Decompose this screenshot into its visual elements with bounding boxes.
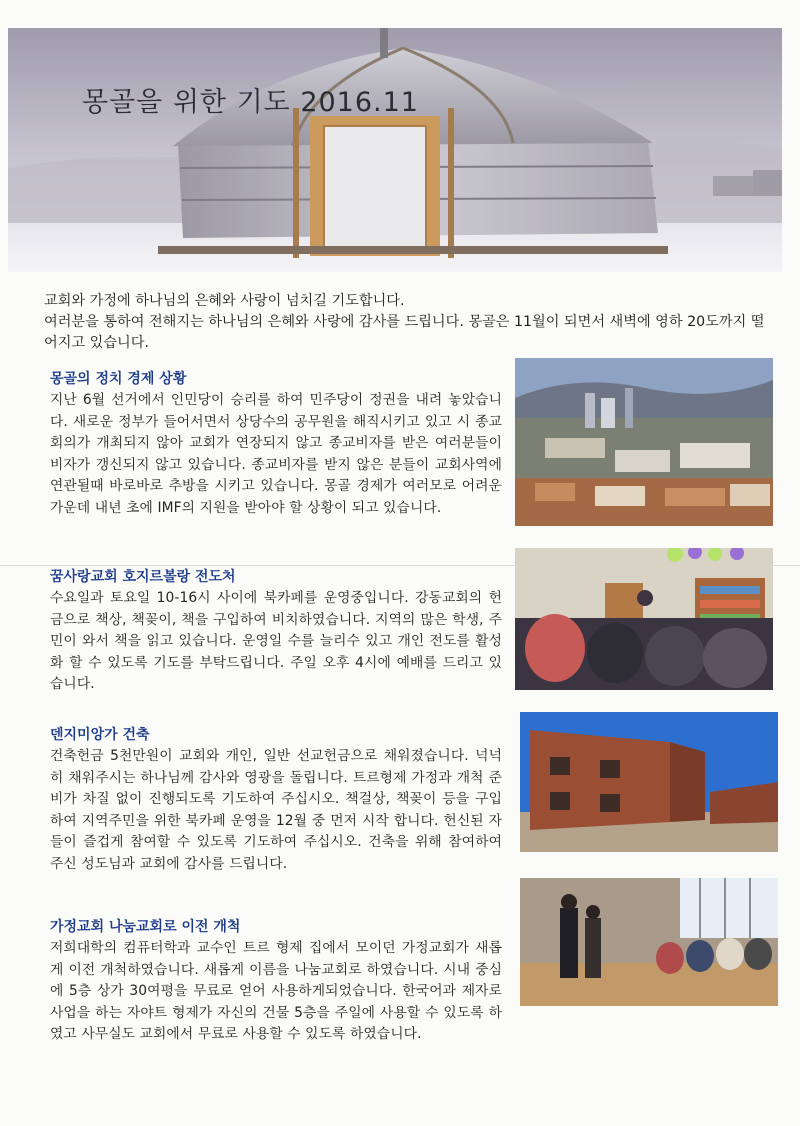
section-heading: 덴지미앙가 건축 — [50, 727, 150, 743]
section-heading: 꿈사랑교회 호지르볼랑 전도처 — [50, 569, 236, 585]
yurt-banner-image — [8, 28, 782, 272]
intro-line-1: 교회와 가정에 하나님의 은혜와 사랑이 넘치길 기도합니다. — [44, 293, 405, 309]
section-book-cafe — [50, 566, 502, 696]
section-heading: 가정교회 나눔교회로 이전 개척 — [50, 919, 241, 935]
section-body: 건축헌금 5천만원이 교회와 개인, 일반 선교헌금으로 채워졌습니다. 넉넉히 채워주시는 하나님께 감사와 영광을 돌립니다. 트르형제 가정과 개척 준비가 차질 없이 진행되도록 기도하여 주십시오. 책걸상, 책꽂이 등을 구입하여 지역주민을 위한 북카페 운영을 12월 중 먼저 시작 합니다. 헌신된 자들이 즐겁게 참여할 수 있도록 기도하여 주십시오. 건축을 위해 참여하여 주신 성도님과 교회에 감사를 드립니다. — [50, 748, 502, 872]
intro-text — [44, 291, 768, 354]
page-title: 몽골을 위한 기도 2016.11 — [82, 87, 419, 118]
section-church-relocation — [50, 916, 502, 1046]
section-body: 저희대학의 컴퓨터학과 교수인 트르 형제 집에서 모이던 가정교회가 새롭게 이전 개척하였습니다. 새롭게 이름을 나눔교회로 하였습니다. 시내 중심에 5층 상가 30여평을 무료로 얻어 사용하게되었습니다. 한국어과 제자로 사업을 하는 자야트 형제가 자신의 건물 5층을 주일에 사용할 수 있도록 하였고 사무실도 교회에서 무료로 사용할 수 있도록 하였습니다. — [50, 940, 502, 1042]
intro-line-2: 여러분을 통하여 전해지는 하나님의 은혜와 사랑에 감사를 드립니다. 몽골은 11월이 되면서 새벽에 영하 20도까지 떨어지고 있습니다. — [44, 314, 765, 351]
building-photo — [520, 712, 778, 852]
section-heading: 몽골의 정치 경제 상황 — [50, 371, 187, 387]
section-body: 수요일과 토요일 10-16시 사이에 북카페를 운영중입니다. 강동교회의 헌금으로 책상, 책꽂이, 책을 구입하여 비치하였습니다. 지역의 많은 학생, 주민이 와서 책을 읽고 있습니다. 운영일 수를 늘리수 있고 개인 전도를 활성화 할 수 있도록 기도를 부탁드립니다. 주일 오후 4시에 예배를 드리고 있습니다. — [50, 590, 502, 692]
meeting-photo — [520, 878, 778, 1006]
section-construction — [50, 724, 502, 875]
header-banner — [8, 28, 782, 272]
bookcafe-photo — [515, 548, 773, 690]
section-body: 지난 6월 선거에서 인민당이 승리를 하여 민주당이 정권을 내려 놓았습니다. 새로운 정부가 들어서면서 상당수의 공무원을 해직시키고 있고 시 종교회의가 개최되지 않아 교회가 연장되지 않고 종교비자를 받은 여러분들이 비자가 갱신되지 않고 있습니다. 종교비자를 받지 않은 분들이 교회사역에 연관될때 바로바로 추방을 시키고 있습니다. 몽골 경제가 여러모로 어려운 가운데 내년 초에 IMF의 지원을 받아야 할 상황이 되고 있습니다. — [50, 392, 502, 516]
section-politics-economy — [50, 368, 502, 519]
city-photo — [515, 358, 773, 526]
